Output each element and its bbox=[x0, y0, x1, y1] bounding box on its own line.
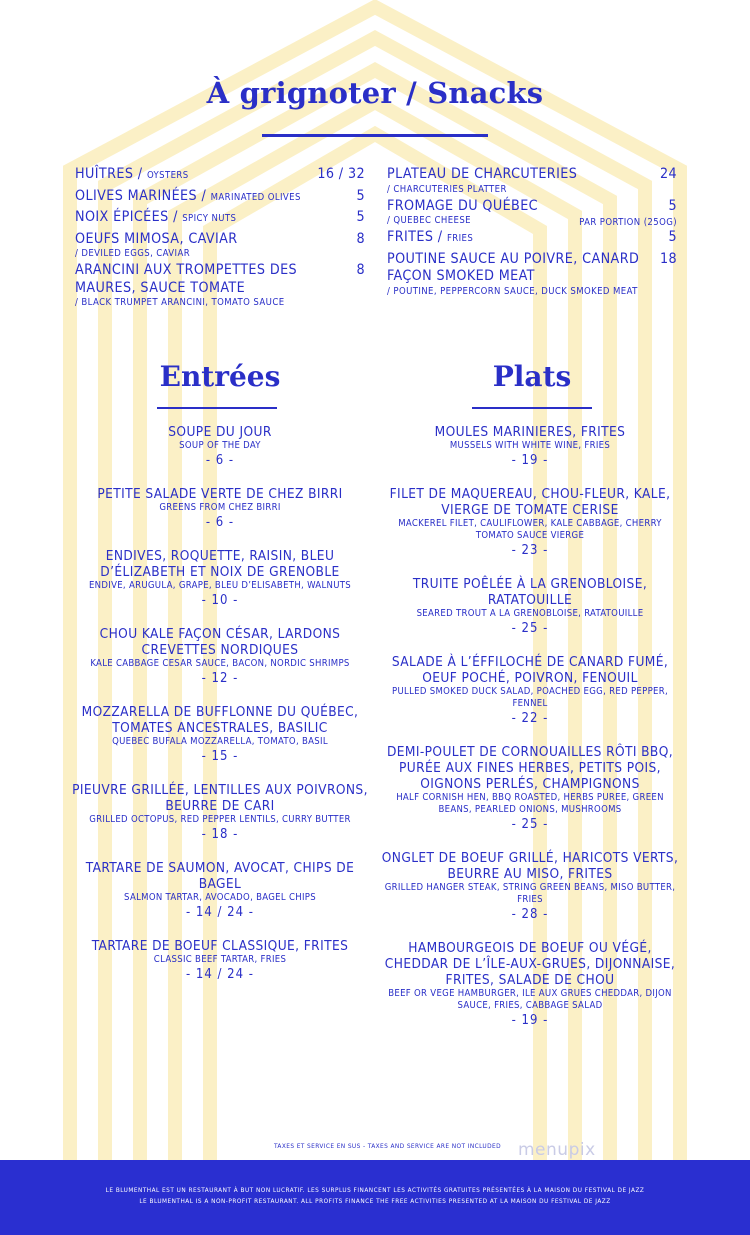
snack-price: 8 bbox=[356, 230, 365, 247]
snacks-right-list bbox=[387, 166, 677, 300]
footer-line-en: LE BLUMENTHAL IS A NON-PROFIT RESTAURANT. ALL PROFITS FINANCE THE FREE ACTIVITIES PRESENTED AT LA MAISON DU FESTIVAL DE JAZZ bbox=[139, 1197, 611, 1205]
dish-price: - 22 - bbox=[511, 711, 549, 726]
dish-name-fr: MOULES MARINIERES, FRITES bbox=[434, 424, 626, 440]
dish-price: - 19 - bbox=[511, 1013, 549, 1028]
dish-description-en: GRILLED OCTOPUS, RED PEPPER LENTILS, CURRY BUTTER bbox=[89, 814, 351, 825]
snack-name-fr: NOIX ÉPICÉES / bbox=[75, 209, 183, 225]
dish-price: - 25 - bbox=[511, 621, 549, 636]
dish-description-en: PULLED SMOKED DUCK SALAD, POACHED EGG, RED PEPPER, FENNEL bbox=[392, 686, 668, 709]
snack-name-fr: FRITES / bbox=[387, 229, 447, 245]
dish-name-fr: PIEUVRE GRILLÉE, LENTILLES AUX POIVRONS, BEURRE DE CARI bbox=[72, 782, 368, 814]
snack-item bbox=[387, 166, 677, 195]
snack-price: 16 / 32 bbox=[317, 166, 365, 182]
dish-price: - 19 - bbox=[511, 453, 549, 468]
snack-price: 24 bbox=[659, 166, 677, 182]
dish-price: - 28 - bbox=[511, 907, 549, 922]
dish-name-fr: TARTARE DE SAUMON, AVOCAT, CHIPS DE BAGEL bbox=[85, 860, 355, 892]
dish-name-fr: ENDIVES, ROQUETTE, RAISIN, BLEU D’ÉLIZABETH ET NOIX DE GRENOBLE bbox=[100, 548, 340, 580]
snack-name-fr: ARANCINI AUX TROMPETTES DES MAURES, SAUCE TOMATE bbox=[75, 262, 298, 296]
snacks-left-list bbox=[75, 166, 365, 311]
snack-name-fr: PLATEAU DE CHARCUTERIES bbox=[387, 166, 578, 182]
dish-name-fr: ONGLET DE BOEUF GRILLÉ, HARICOTS VERTS, BEURRE AU MISO, FRITES bbox=[381, 850, 679, 882]
snack-item bbox=[75, 262, 365, 308]
snack-name-en: OYSTERS bbox=[146, 170, 189, 181]
snack-description-en: / QUEBEC CHEESE bbox=[387, 215, 471, 226]
title-divider bbox=[262, 134, 488, 137]
snack-name bbox=[387, 166, 677, 184]
dish-name-fr: CHOU KALE FAÇON CÉSAR, LARDONS CREVETTES NORDIQUES bbox=[99, 626, 341, 658]
footer-banner bbox=[0, 1160, 750, 1235]
dish-name-fr: FILET DE MAQUEREAU, CHOU-FLEUR, KALE, VIERGE DE TOMATE CERISE bbox=[389, 486, 671, 518]
menu-item bbox=[380, 576, 680, 637]
menu-item bbox=[70, 626, 370, 687]
snack-description-en: / POUTINE, PEPPERCORN SAUCE, DUCK SMOKED MEAT bbox=[387, 285, 638, 297]
menu-item bbox=[380, 744, 680, 833]
dish-description-en: GRILLED HANGER STEAK, STRING GREEN BEANS, MISO BUTTER, FRIES bbox=[384, 882, 676, 905]
dish-description-en: HALF CORNISH HEN, BBQ ROASTED, HERBS PUREE, GREEN BEANS, PEARLED ONIONS, MUSHROOMS bbox=[396, 792, 664, 815]
snack-name-fr: HUÎTRES / bbox=[75, 166, 147, 182]
snack-item bbox=[75, 231, 365, 260]
menu-item bbox=[70, 860, 370, 921]
dish-price: - 6 - bbox=[205, 515, 235, 530]
dish-price: - 25 - bbox=[511, 817, 549, 832]
snack-price: 18 bbox=[659, 250, 677, 267]
menu-item bbox=[70, 782, 370, 843]
snack-description-en: / DEVILED EGGS, CAVIAR bbox=[75, 248, 191, 259]
entrees-list bbox=[70, 424, 370, 1000]
snack-name bbox=[75, 262, 365, 297]
dish-name-fr: TRUITE POÊLÉE À LA GRENOBLOISE, RATATOUILLE bbox=[412, 576, 648, 608]
snack-name-en: FRIES bbox=[446, 233, 474, 244]
snack-name-fr: FROMAGE DU QUÉBEC bbox=[387, 197, 538, 214]
menu-item bbox=[70, 938, 370, 983]
snack-item bbox=[75, 188, 365, 207]
menu-item bbox=[380, 424, 680, 469]
snack-name-en: MARINATED OLIVES bbox=[210, 191, 301, 203]
dish-description-en: KALE CABBAGE CESAR SAUCE, BACON, NORDIC SHRIMPS bbox=[90, 658, 350, 669]
dish-description-en: MACKEREL FILET, CAULIFLOWER, KALE CABBAGE, CHERRY TOMATO SAUCE VIERGE bbox=[398, 518, 662, 541]
dish-description-en: SOUP OF THE DAY bbox=[179, 440, 261, 451]
taxes-note: TAXES ET SERVICE EN SUS - TAXES AND SERVICE ARE NOT INCLUDED bbox=[273, 1142, 502, 1150]
dish-description-en: ENDIVE, ARUGULA, GRAPE, BLEU D’ELISABETH, WALNUTS bbox=[88, 580, 352, 591]
dish-description-en: MUSSELS WITH WHITE WINE, FRIES bbox=[449, 440, 611, 451]
snack-name bbox=[387, 198, 677, 216]
menu-item bbox=[380, 850, 680, 923]
snack-name bbox=[75, 209, 365, 228]
dish-price: - 6 - bbox=[205, 453, 235, 468]
snack-item bbox=[387, 229, 677, 248]
dish-name-fr: SALADE À L’ÉFFILOCHÉ DE CANARD FUMÉ, OEUF POCHÉ, POIVRON, FENOUIL bbox=[391, 654, 669, 686]
dish-name-fr: TARTARE DE BOEUF CLASSIQUE, FRITES bbox=[91, 938, 349, 954]
plats-title: Plats bbox=[492, 360, 572, 393]
menu-item bbox=[70, 548, 370, 609]
menu-item bbox=[380, 654, 680, 727]
snack-name bbox=[387, 251, 677, 286]
snack-price: 5 bbox=[356, 209, 365, 225]
dish-price: - 15 - bbox=[201, 749, 239, 764]
snack-price: 8 bbox=[356, 262, 365, 278]
plats-list bbox=[380, 424, 680, 1046]
menu-item bbox=[380, 486, 680, 559]
snack-price: 5 bbox=[356, 187, 365, 204]
snack-item bbox=[387, 251, 677, 297]
menu-item bbox=[70, 486, 370, 531]
plats-divider bbox=[472, 407, 592, 409]
dish-description-en: BEEF OR VEGE HAMBURGER, ILE AUX GRUES CHEDDAR, DIJON SAUCE, FRIES, CABBAGE SALAD bbox=[388, 988, 672, 1011]
entrees-divider bbox=[157, 407, 277, 409]
snack-name-en: SPICY NUTS bbox=[182, 213, 237, 224]
menu-item bbox=[70, 704, 370, 765]
dish-name-fr: MOZZARELLA DE BUFFLONNE DU QUÉBEC, TOMATES ANCESTRALES, BASILIC bbox=[81, 704, 359, 736]
snack-portion-note: PAR PORTION (25OG) bbox=[579, 216, 677, 228]
dish-name-fr: HAMBOURGEOIS DE BOEUF OU VÉGÉ, CHEDDAR DE L’ÎLE-AUX-GRUES, DIJONNAISE, FRITES, SALADE DE CHOU bbox=[384, 940, 676, 988]
dish-price: - 23 - bbox=[511, 543, 549, 558]
snack-description-en: / CHARCUTERIES PLATTER bbox=[387, 183, 507, 195]
snack-name-fr: OLIVES MARINÉES / bbox=[75, 187, 211, 204]
snack-price: 5 bbox=[668, 197, 677, 214]
entrees-title: Entrées bbox=[159, 360, 281, 393]
dish-description-en: SALMON TARTAR, AVOCADO, BAGEL CHIPS bbox=[124, 892, 316, 903]
dish-name-fr: DEMI-POULET DE CORNOUAILLES RÔTI BBQ, PURÉE AUX FINES HERBES, PETITS POIS, OIGNONS PERLÉS, CHAMPIGNONS bbox=[386, 744, 674, 792]
watermark-logo: menupix bbox=[518, 1140, 596, 1160]
menu-item bbox=[380, 940, 680, 1029]
dish-description-en: SEARED TROUT A LA GRENOBLOISE, RATATOUILLE bbox=[416, 608, 644, 619]
dish-price: - 14 / 24 - bbox=[186, 905, 254, 920]
snack-name bbox=[75, 188, 365, 207]
snack-item bbox=[75, 209, 365, 228]
snacks-title: À grignoter / Snacks bbox=[206, 76, 544, 110]
dish-price: - 18 - bbox=[201, 827, 239, 842]
snack-name-fr: POUTINE SAUCE AU POIVRE, CANARD FAÇON SMOKED MEAT bbox=[387, 250, 640, 284]
snack-price: 5 bbox=[668, 229, 677, 245]
dish-price: - 14 / 24 - bbox=[186, 967, 254, 982]
dish-name-fr: PETITE SALADE VERTE DE CHEZ BIRRI bbox=[97, 486, 343, 502]
snack-name bbox=[75, 231, 365, 249]
snack-item bbox=[387, 198, 677, 227]
dish-price: - 10 - bbox=[201, 593, 239, 608]
dish-price: - 12 - bbox=[201, 671, 239, 686]
footer-line-fr: LE BLUMENTHAL EST UN RESTAURANT À BUT NON LUCRATIF. LES SURPLUS FINANCENT LES ACTIVITÉS GRATUITES PRÉSENTÉES À LA MAISON DU FESTIVAL DE JAZZ bbox=[105, 1186, 645, 1194]
snack-item bbox=[75, 166, 365, 185]
dish-description-en: QUEBEC BUFALA MOZZARELLA, TOMATO, BASIL bbox=[112, 736, 328, 747]
snack-description-en: / BLACK TRUMPET ARANCINI, TOMATO SAUCE bbox=[75, 297, 285, 308]
dish-description-en: GREENS FROM CHEZ BIRRI bbox=[159, 502, 281, 513]
snack-name-fr: OEUFS MIMOSA, CAVIAR bbox=[75, 230, 238, 247]
dish-name-fr: SOUPE DU JOUR bbox=[168, 424, 272, 440]
dish-description-en: CLASSIC BEEF TARTAR, FRIES bbox=[153, 954, 287, 965]
snack-name bbox=[387, 229, 677, 248]
menu-item bbox=[70, 424, 370, 469]
